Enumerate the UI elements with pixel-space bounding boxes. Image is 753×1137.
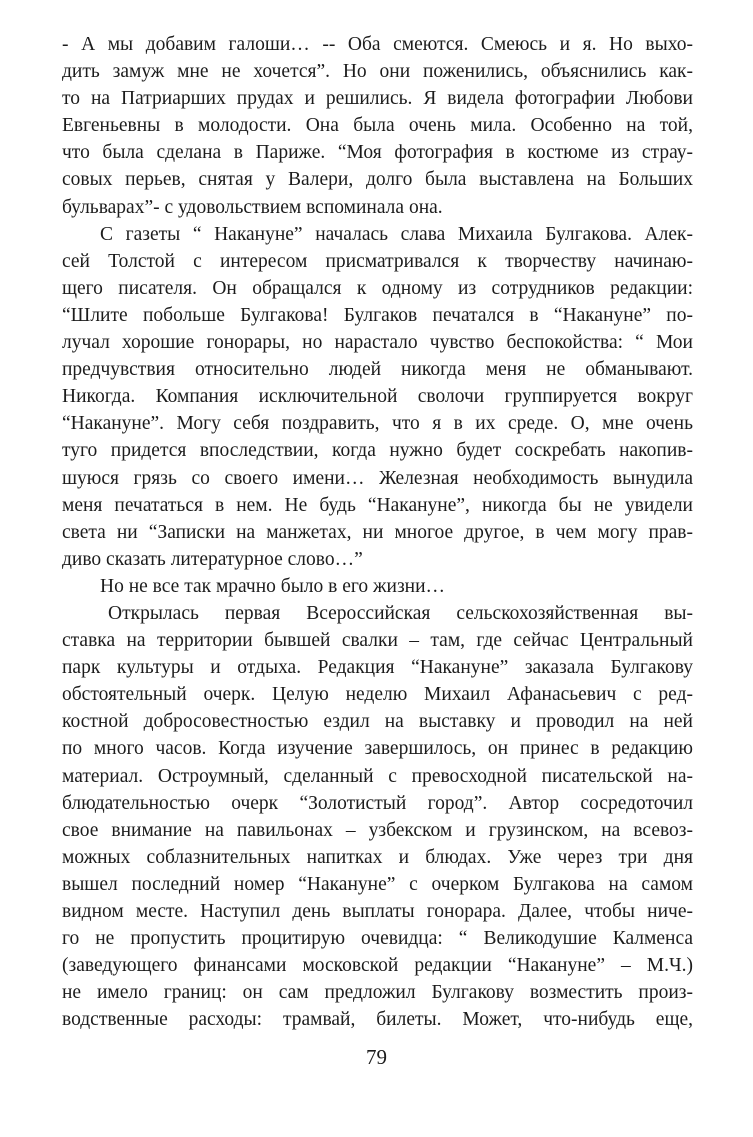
text-line: (заведующего финансами московской редакции “Накануне” – М.Ч.) — [62, 955, 693, 977]
text-line: не имело границ: он сам предложил Булгакову возместить произ- — [62, 982, 693, 1004]
text-line: по много часов. Когда изучение завершилось, он принес в редакцию — [62, 738, 693, 760]
text-line: костной добросовестностью ездил на выставку и проводил на ней — [62, 711, 693, 733]
page-number: 79 — [366, 1045, 387, 1069]
text-line: предчувствия относительно людей никогда меня не обманывают. — [62, 359, 693, 381]
text-line: го не пропустить процитирую очевидца: “ Великодушие Калменса — [62, 928, 693, 950]
text-line: “Шлите побольше Булгакова! Булгаков печатался в “Накануне” по- — [62, 304, 693, 326]
text-line: туго придется впоследствии, когда нужно будет соскребать накопив- — [62, 440, 693, 462]
text-line: дить замуж мне не хочется”. Но они поженились, объяснились как- — [62, 61, 693, 83]
text-line: щего писателя. Он обращался к одному из сотрудников редакции: — [62, 277, 693, 299]
body-text — [62, 31, 693, 1033]
text-line: что была сделана в Париже. “Моя фотография в костюме из страу- — [62, 142, 693, 164]
text-line: Евгеньевны в молодости. Она была очень мила. Особенно на той, — [62, 115, 693, 137]
text-line: С газеты “ Накануне” началась слава Михаила Булгакова. Алек- — [100, 223, 693, 245]
text-line: вышел последний номер “Накануне” с очерком Булгакова на самом — [62, 873, 693, 895]
text-line: то на Патриарших прудах и решились. Я видела фотографии Любови — [62, 88, 693, 110]
text-line: обстоятельный очерк. Целую неделю Михаил Афанасьевич с ред- — [62, 684, 693, 706]
text-line: видном месте. Наступил день выплаты гонорара. Далее, чтобы ниче- — [62, 901, 693, 922]
text-line: можных соблазнительных напитках и блюдах. Уже через три дня — [62, 846, 693, 868]
text-line: Но не все так мрачно было в его жизни… — [100, 575, 446, 597]
text-line: свое внимание на павильонах – узбекском и грузинском, на всевоз- — [62, 819, 693, 841]
text-line: сей Толстой с интересом присматривался к творчеству начинаю- — [62, 250, 693, 272]
text-line: ставка на территории бывшей свалки – там, где сейчас Центральный — [62, 630, 693, 652]
text-line: парк культуры и отдыха. Редакция “Накануне” заказала Булгакову — [62, 657, 693, 679]
paragraph-2 — [62, 221, 693, 573]
paragraph-3 — [62, 573, 693, 600]
text-line: “Накануне”. Могу себя поздравить, что я в их среде. О, мне очень — [62, 413, 693, 435]
paragraph-4 — [62, 600, 693, 1034]
text-line: света ни “Записки на манжетах, ни многое другое, в чем могу прав- — [62, 521, 693, 543]
text-line: диво сказать литературное слово…” — [62, 548, 363, 570]
text-line: лучал хорошие гонорары, но нарастало чувство беспокойства: “ Мои — [62, 332, 693, 354]
paragraph-1 — [62, 31, 693, 221]
text-line: бульварах”- с удовольствием вспоминала она. — [62, 196, 443, 218]
text-line: Открылась первая Всероссийская сельскохозяйственная вы- — [108, 602, 693, 624]
text-line: материал. Остроумный, сделанный с превосходной писательской на- — [62, 765, 693, 787]
text-line: водственные расходы: трамвай, билеты. Может, что-нибудь еще, — [62, 1009, 693, 1031]
text-line: меня печататься в нем. Не будь “Накануне”, никогда бы не увидели — [62, 494, 693, 516]
text-line: шуюся грязь со своего имени… Железная необходимость вынудила — [62, 467, 693, 489]
text-line: совых перьев, снятая у Валери, долго была выставлена на Больших — [62, 169, 693, 191]
text-line: блюдательностью очерк “Золотистый город”. Автор сосредоточил — [62, 792, 693, 814]
text-line: Никогда. Компания исключительной сволочи группируется вокруг — [62, 386, 693, 408]
text-line: - А мы добавим галоши… -- Оба смеются. Смеюсь и я. Но выхо- — [62, 34, 693, 55]
